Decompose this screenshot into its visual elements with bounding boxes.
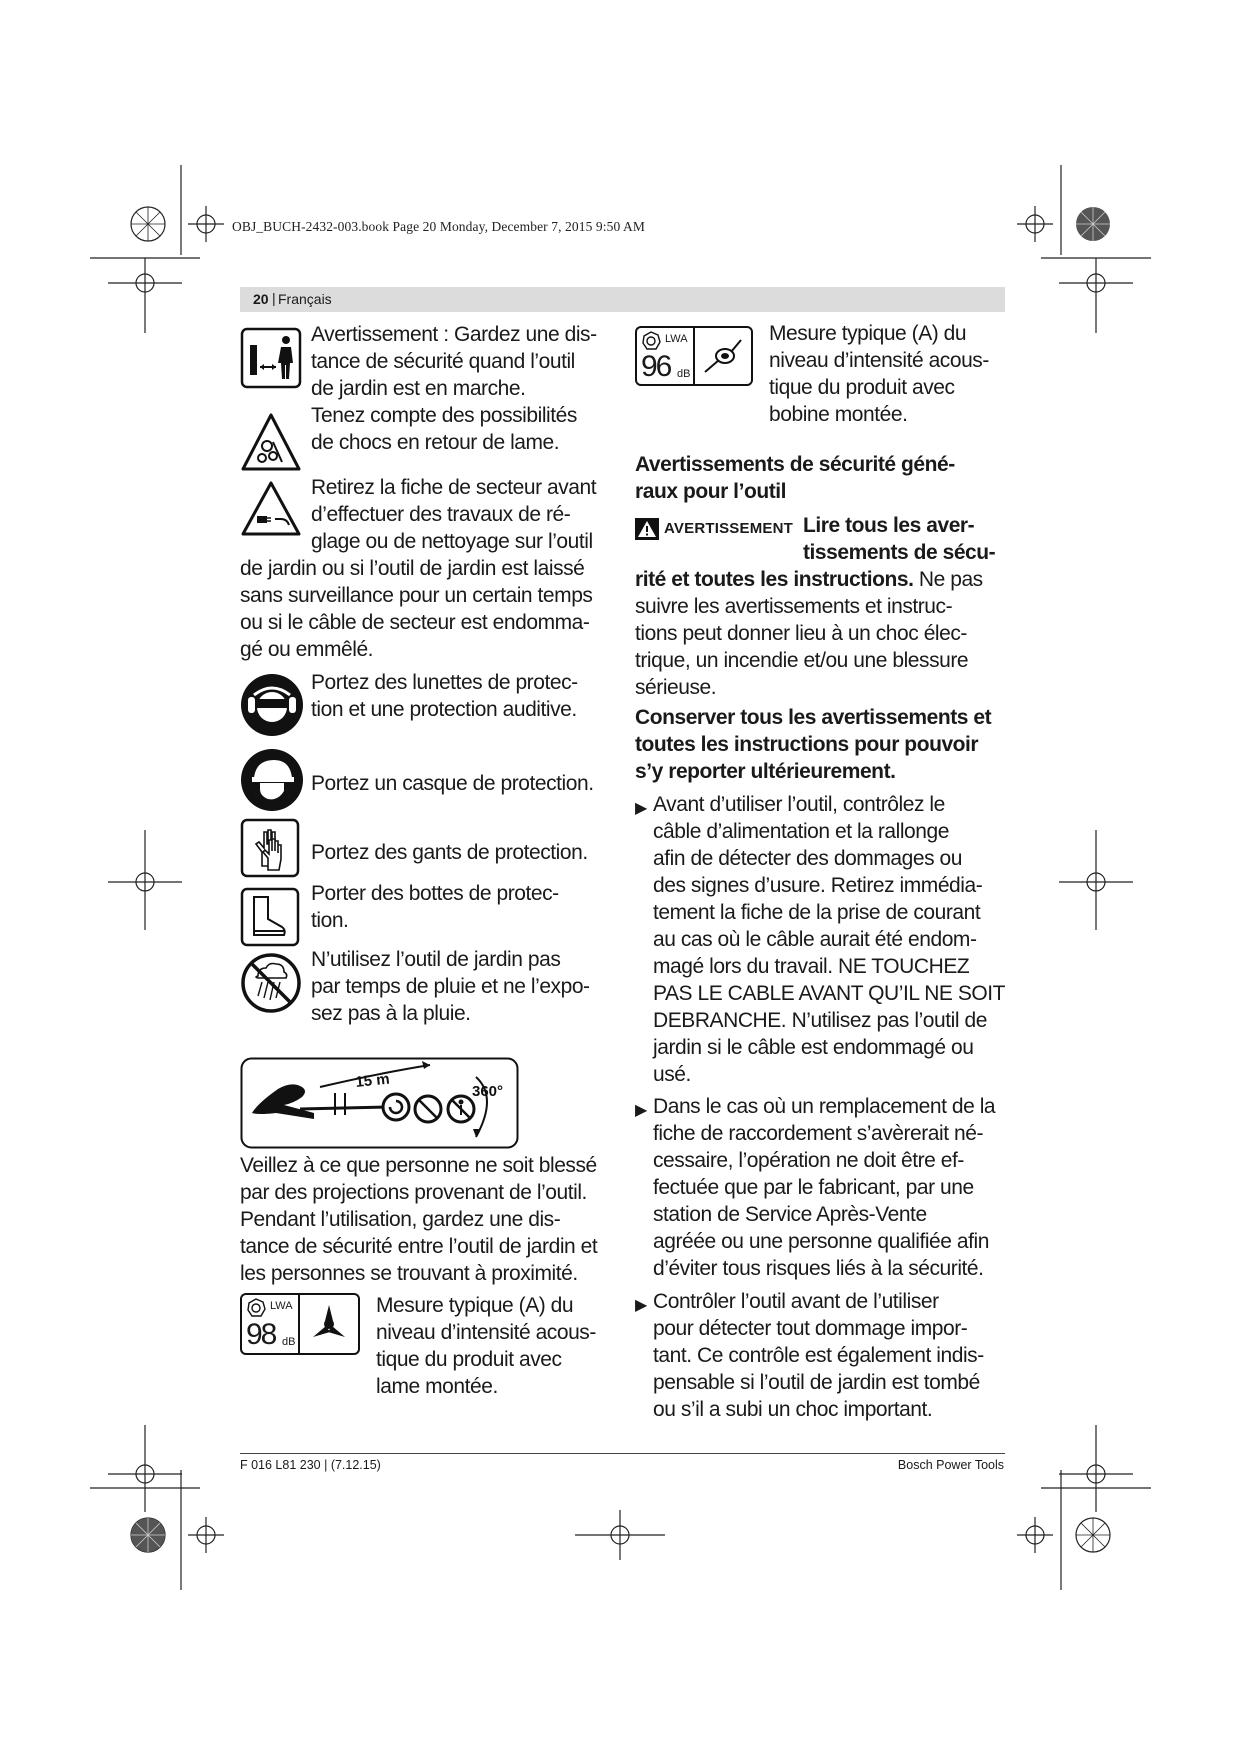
- noise-spool-text: Mesure typique (A) du niveau d’intensité acous- tique du produit avec bobine montée.: [769, 322, 989, 426]
- angle-label: 360°: [472, 1083, 504, 1100]
- gloves-text: Portez des gants de protection.: [311, 841, 588, 864]
- noise-value: 96: [641, 350, 671, 383]
- footer-brand: Bosch Power Tools: [897, 1458, 1004, 1472]
- helmet-icon: [240, 748, 304, 812]
- bullet-arrow: ▶: [635, 1297, 648, 1314]
- footer-doc-id: F 016 L81 230 | (7.12.15): [240, 1458, 381, 1472]
- distance-warning-icon: [240, 327, 302, 389]
- page-header: [240, 287, 1005, 312]
- unplug-warning-icon: [240, 480, 302, 538]
- kickback-text: Tenez compte des possibilités de chocs en retour de lame.: [311, 404, 577, 454]
- glasses-text: Portez des lunettes de protec- tion et une protection auditive.: [311, 671, 578, 721]
- noise-blade-text: Mesure typique (A) du niveau d’intensité acous- tique du produit avec lame montée.: [376, 1294, 596, 1398]
- safety-glasses-icon: [240, 673, 304, 737]
- distance-label: 15 m: [354, 1070, 391, 1091]
- noise-value: 98: [246, 1318, 276, 1351]
- warning-label: AVERTISSEMENT: [664, 520, 794, 537]
- distance-warning-text: Avertissement : Gardez une dis- tance de sécurité quand l’outil de jardin est en marche.: [311, 323, 597, 400]
- keep-instructions: Conserver tous les avertissements et toutes les instructions pour pouvoir s’y reporter ultérieurement.: [635, 706, 992, 783]
- footer-rule: [240, 1453, 1005, 1454]
- book-line: OBJ_BUCH-2432-003.book Page 20 Monday, December 7, 2015 9:50 AM: [232, 219, 646, 234]
- safety-distance-diagram: [240, 1057, 519, 1149]
- noise-label-spool: [635, 326, 753, 386]
- no-rain-icon: [240, 952, 302, 1014]
- section-title: Avertissements de sécurité géné- raux pour l’outil: [635, 453, 955, 503]
- warning-text: rité et toutes les instructions. Ne pas suivre les avertissements et instruc- tions peut donner lieu à un choc élec- trique, un incendie et/ou une blessure sérieuse.: [635, 568, 983, 699]
- kickback-warning-icon: [240, 412, 302, 474]
- bullet-item-cable-check: Avant d’utiliser l’outil, contrôlez le câble d’alimentation et la rallonge afin de détecter des dommages ou des signes d’usure. Retirez immédia- tement la fiche de la prise de courant au cas où le câble aurait été endom- magé lors du travail. NE TOUCHEZ PAS LE CABLE AVANT QU’IL NE SOIT DEBRANCHE. N’utilisez pas l’outil de jardin si le câble est endommagé ou usé.: [653, 793, 1006, 1086]
- warning-triangle-icon: [635, 518, 659, 540]
- spool-icon: [701, 336, 745, 376]
- lwa-label: LWA: [270, 1300, 293, 1312]
- warning-bold-right: Lire tous les aver- tissements de sécu-: [803, 514, 996, 564]
- noise-label-blade: [240, 1293, 360, 1355]
- unplug-text: Retirez la fiche de secteur avant d’effectuer des travaux de ré- glage ou de nettoyage sur l’outil: [311, 476, 597, 553]
- header-separator: |: [272, 290, 276, 306]
- ear-icon: [641, 331, 661, 351]
- bullet-arrow: ▶: [635, 800, 648, 817]
- lwa-label: LWA: [665, 333, 688, 345]
- noise-unit: dB: [282, 1336, 296, 1348]
- rain-text: N’utilisez l’outil de jardin pas par temps de pluie et ne l’expo- sez pas à la pluie.: [311, 948, 590, 1025]
- gloves-icon: [240, 818, 300, 878]
- noise-unit: dB: [677, 368, 691, 380]
- bullet-item-plug-replacement: Dans le cas où un remplacement de la fiche de raccordement s’avèrerait né- cessaire, l’opération ne doit être ef- fectuée que par le fabricant, par une station de Service Après-Vente agréée ou une personne qualifiée afin d’éviter tous risques liés à la sécurité.: [653, 1095, 996, 1280]
- bullet-item-tool-check: Contrôler l’outil avant de l’utiliser pour détecter tout dommage impor- tant. Ce contrôle est également indis- pensable si l’outil de jardin est tombé ou s’il a subi un choc important.: [653, 1290, 984, 1421]
- unplug-text-continued: de jardin ou si l’outil de jardin est laissé sans surveillance pour un certain temps ou si le câble de secteur est endomma- gé ou emmêlé.: [240, 557, 593, 661]
- header-language: Français: [278, 291, 332, 307]
- boots-text: Porter des bottes de protec- tion.: [311, 882, 559, 932]
- blade-icon: [308, 1303, 350, 1345]
- page-number: 20: [253, 291, 269, 307]
- bullet-arrow: ▶: [635, 1102, 648, 1119]
- boots-icon: [240, 887, 300, 947]
- ear-icon: [246, 1298, 266, 1318]
- helmet-text: Portez un casque de protection.: [311, 772, 594, 795]
- bystanders-text: Veillez à ce que personne ne soit blessé par des projections provenant de l’outil. Pendant l’utilisation, gardez une dis- tance de sécurité entre l’outil de jardin et les personnes se trouvant à proximité.: [240, 1154, 598, 1285]
